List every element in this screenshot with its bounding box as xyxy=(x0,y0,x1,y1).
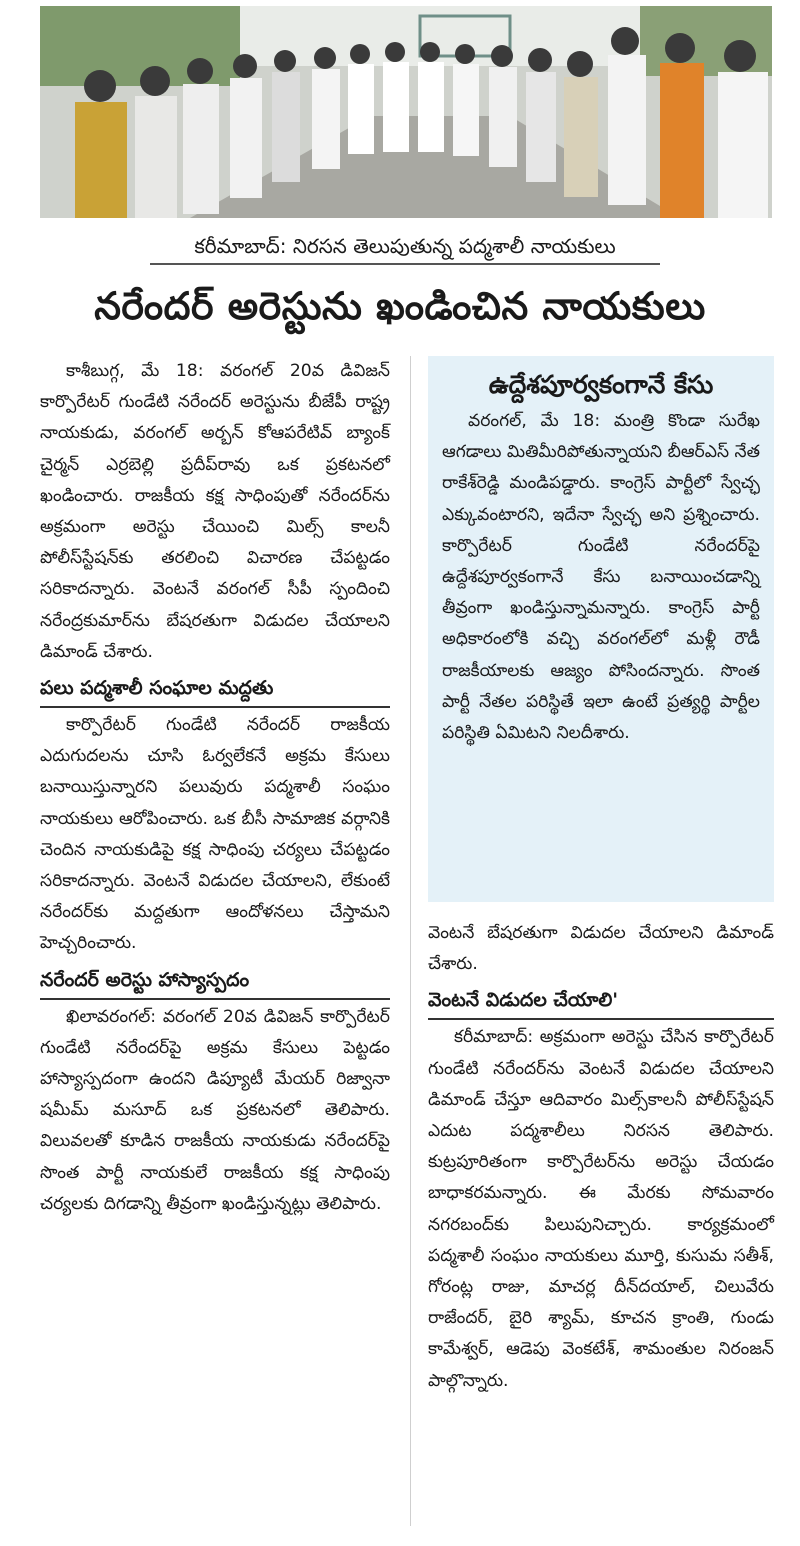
news-photo xyxy=(40,6,772,218)
headline: నరేందర్ అరెస్టును ఖండించిన నాయకులు xyxy=(94,284,706,328)
photo-caption: కరీమాబాద్: నిరసన తెలుపుతున్న పద్మశాలీ నాయకులు xyxy=(150,232,660,265)
subheading-padmashali-support: పలు పద్మశాలీ సంఘాల మద్దతు xyxy=(40,672,390,708)
right-column xyxy=(428,918,774,1397)
column-divider xyxy=(410,356,411,1526)
photo-illustration xyxy=(40,6,772,218)
subheading-release-immediately: వెంటనే విడుదల చేయాలి' xyxy=(428,984,774,1020)
box-title: ఉద్దేశపూర్వకంగానే కేసు xyxy=(488,370,714,399)
sidebar-box xyxy=(428,356,774,902)
karimabad-paragraph: కరీమాబాద్: అక్రమంగా అరెస్టు చేసిన కార్పొరేటర్ గుండేటి నరేందర్‌ను వెంటనే విడుదల చేయాలని డిమాండ్ చేస్తూ ఆదివారం మిల్స్‌కాలనీ పోలీస్‌స్టేషన్ ఎదుట పద్మశాలీలు నిరసన తెలిపారు. కుట్రపూరితంగా కార్పొరేటర్‌ను అరెస్టు చేయడం బాధాకరమన్నారు. ఈ మేరకు సోమవారం నగరబంద్‌కు పిలుపునిచ్చారు. కార్యక్రమంలో పద్మశాలీ సంఘం నాయకులు మూర్తి, కుసుమ సతీశ్, గోరంట్ల రాజు, మాచర్ల దీన్‌దయాల్, చిలువేరు రాజేందర్, బైరి శ్యామ్, కూచన క్రాంతి, గుండు కామేశ్వర్, ఆడెపు వెంకటేశ్, శామంతుల నిరంజన్ పాల్గొన్నారు. xyxy=(428,1027,774,1391)
left-column xyxy=(40,356,390,1220)
box-paragraph: వరంగల్, మే 18: మంత్రి కొండా సురేఖ ఆగడాలు మితిమీరిపోతున్నాయని బీఆర్‌ఎస్ నేత రాకేశ్‌రెడ్డి మండిపడ్డారు. కాంగ్రెస్ పార్టీలో స్వేచ్ఛ ఎక్కువంటారని, ఇదేనా స్వేచ్ఛ అని ప్రశ్నించారు. కార్పొరేటర్ గుండేటి నరేందర్‌పై ఉద్దేశపూర్వకంగానే కేసు బనాయించడాన్ని తీవ్రంగా ఖండిస్తున్నామన్నారు. కాంగ్రెస్ పార్టీ అధికారంలోకి వచ్చి వరంగల్‌లో మళ్లీ రౌడీ రాజకీయాలకు ఆజ్యం పోసిందన్నారు. సొంత పార్టీ నేతల పరిస్థితే ఇలా ఉంటే ప్రత్యర్థి పార్టీల పరిస్థితి ఏమిటని నిలదీశారు. xyxy=(442,411,760,744)
subheading-arrest-ridiculous: నరేందర్ అరెస్టు హాస్యాస్పదం xyxy=(40,964,390,1000)
support-paragraph: కార్పొరేటర్ గుండేటి నరేందర్ రాజకీయ ఎదుగుదలను చూసి ఓర్వలేకనే అక్రమ కేసులు బనాయిస్తున్నారని పలువురు పద్మశాలీ సంఘం నాయకులు ఆరోపించారు. ఒక బీసీ సామాజిక వర్గానికి చెందిన నాయకుడిపై కక్ష సాధింపు చర్యలు చేపట్టడం సరికాదన్నారు. వెంటనే విడుదల చేయాలని, లేకుంటే నరేందర్‌కు మద్దతుగా ఆందోళనలు చేస్తామని హెచ్చరించారు. xyxy=(40,715,390,954)
continuation-paragraph: వెంటనే బేషరతుగా విడుదల చేయాలని డిమాండ్ చేశారు. xyxy=(428,923,774,975)
deputy-mayor-paragraph: ఖిలావరంగల్: వరంగల్ 20వ డివిజన్ కార్పొరేటర్ గుండేటి నరేందర్‌పై అక్రమ కేసులు పెట్టడం హాస్యాస్పదంగా ఉందని డిప్యూటీ మేయర్ రిజ్వానా షమీమ్ మసూద్ ఒక ప్రకటనలో తెలిపారు. విలువలతో కూడిన రాజకీయ నాయకుడు నరేందర్‌పై సొంత పార్టీ నాయకులే రాజకీయ కక్ష సాధింపు చర్యలకు దిగడాన్ని తీవ్రంగా ఖండిస్తున్నట్లు తెలిపారు. xyxy=(40,1006,390,1214)
intro-paragraph: కాశీబుగ్గ, మే 18: వరంగల్ 20వ డివిజన్ కార్పొరేటర్ గుండేటి నరేందర్ అరెస్టును బీజేపీ రాష్ట్ర నాయకుడు, వరంగల్ అర్బన్ కోఆపరేటివ్ బ్యాంక్ చైర్మన్ ఎర్రబెల్లి ప్రదీప్‌రావు ఒక ప్రకటనలో ఖండించారు. రాజకీయ కక్ష సాధింపుతో నరేందర్‌ను అక్రమంగా అరెస్టు చేయించి మిల్స్ కాలనీ పోలీస్‌స్టేషన్‌కు తరలించి విచారణ చేపట్టడం సరికాదన్నారు. వెంటనే వరంగల్ సీపీ స్పందించి నరేంద్రకుమార్‌ను బేషరతుగా విడుదల చేయాలని డిమాండ్ చేశారు. xyxy=(40,361,390,662)
